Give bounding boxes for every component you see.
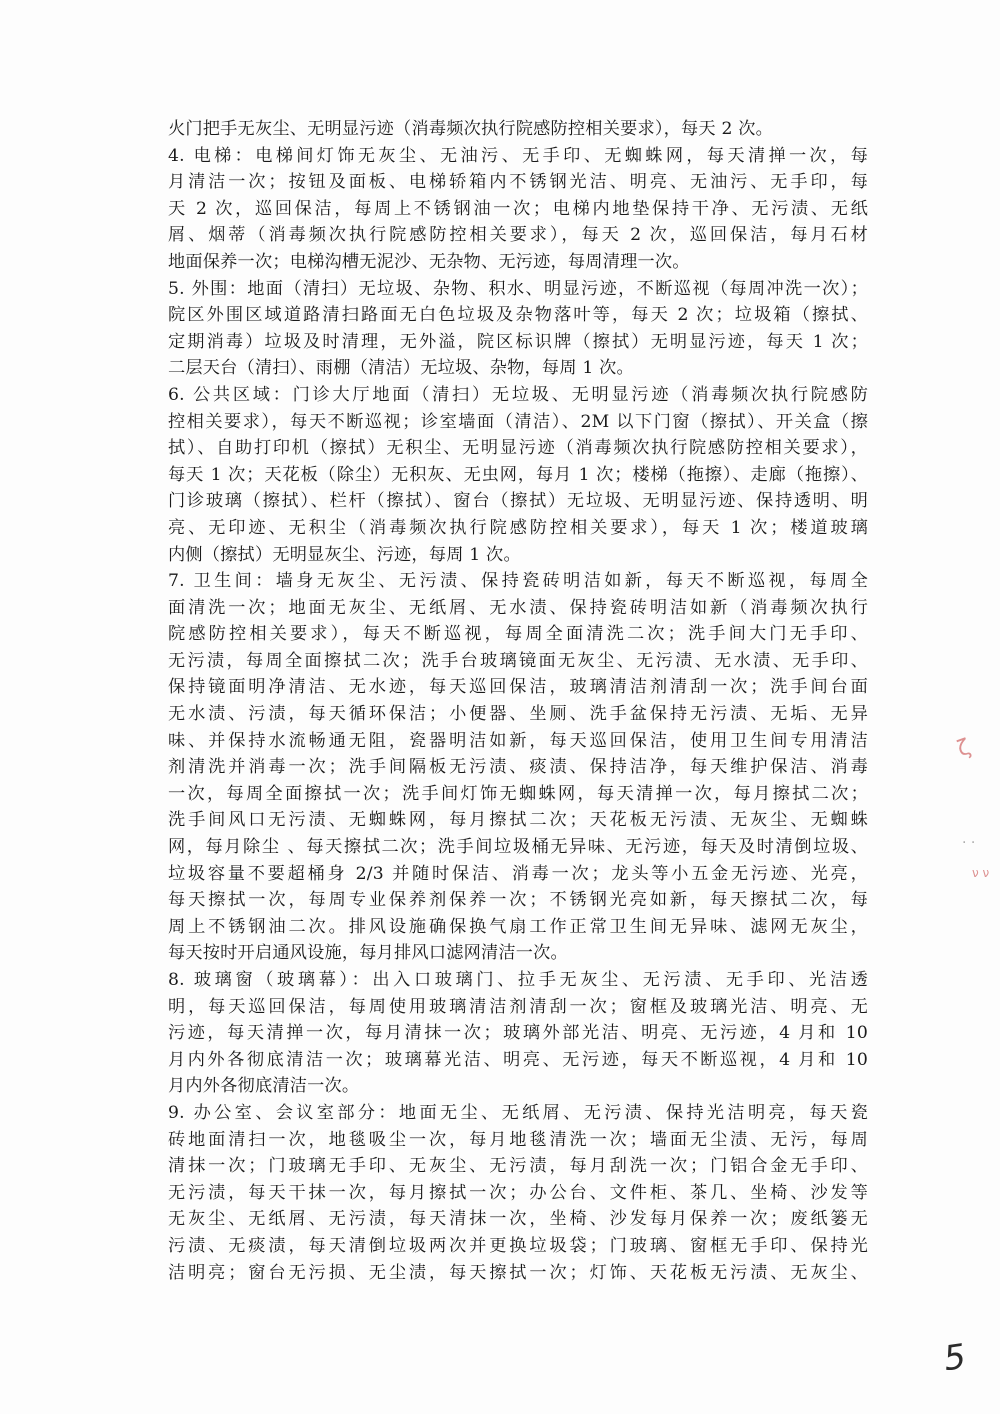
text-line: 院区外围区域道路清扫路面无白色垃圾及杂物落叶等，每天 2 次；垃圾箱（擦拭、 <box>168 305 868 326</box>
text-line: 每天擦拭一次，每周专业保养剂保养一次；不锈钢光亮如新，每天擦拭二次，每 <box>168 890 868 911</box>
text-line: 9. 办公室、会议室部分：地面无尘、无纸屑、无污渍、保持光洁明亮，每天瓷 <box>168 1102 868 1123</box>
text-line: 味、并保持水流畅通无阻，瓷器明洁如新，每天巡回保洁，使用卫生间专用清洁 <box>168 730 868 751</box>
text-line: 洗手间风口无污渍、无蜘蛛网，每月擦拭二次；天花板无污渍、无灰尘、无蜘蛛 <box>168 810 868 831</box>
text-line: 保持镜面明净清洁、无水迹，每天巡回保洁，玻璃清洁剂清刮一次；洗手间台面 <box>168 677 868 698</box>
text-line: 污迹，每天清掸一次，每月清抹一次；玻璃外部光洁、明亮、无污迹，4 月和 10 <box>168 1023 868 1044</box>
text-line: 控相关要求），每天不断巡视；诊室墙面（清洁）、2M 以下门窗（擦拭）、开关盒（擦 <box>168 411 868 432</box>
text-line: 天 2 次，巡回保洁，每周上不锈钢油一次；电梯内地垫保持干净、无污渍、无纸 <box>168 198 868 219</box>
text-line: 院感防控相关要求），每天不断巡视，每周全面清洗二次；洗手间大门无手印、 <box>168 624 868 645</box>
text-line: 剂清洗并消毒一次；洗手间隔板无污渍、痰渍、保持洁净，每天维护保洁、消毒 <box>168 757 868 778</box>
text-line: 无污渍，每天干抹一次，每月擦拭一次；办公台、文件柜、茶几、坐椅、沙发等 <box>168 1182 868 1203</box>
text-line: 明，每天巡回保洁，每周使用玻璃清洁剂清刮一次；窗框及玻璃光洁、明亮、无 <box>168 996 868 1017</box>
text-line: 面清洗一次；地面无灰尘、无纸屑、无水渍、保持瓷砖明洁如新（消毒频次执行 <box>168 597 868 618</box>
text-line: 周上不锈钢油二次。排风设施确保换气扇工作正常卫生间无异味、滤网无灰尘， <box>168 916 868 937</box>
text-line: 6. 公共区域：门诊大厅地面（清扫）无垃圾、无明显污迹（消毒频次执行院感防 <box>168 384 868 405</box>
text-line: 无污渍，每周全面擦拭二次；洗手台玻璃镜面无灰尘、无污渍、无水渍、无手印、 <box>168 650 868 671</box>
text-line: 火门把手无灰尘、无明显污迹（消毒频次执行院感防控相关要求），每天 2 次。 <box>168 119 774 139</box>
text-line: 洁明亮；窗台无污损、无尘渍，每天擦拭一次；灯饰、天花板无污渍、无灰尘、 <box>168 1262 868 1283</box>
page-number: 5 <box>941 1336 969 1380</box>
text-line: 月内外各彻底清洁一次。 <box>168 1076 360 1097</box>
text-line: 无水渍、污渍，每天循环保洁；小便器、坐厕、洗手盆保持无污渍、无垢、无异 <box>168 704 868 725</box>
text-line: 定期消毒）垃圾及时清理，无外溢，院区标识牌（擦拭）无明显污迹，每天 1 次； <box>168 331 868 352</box>
text-line: 月清洁一次；按钮及面板、电梯轿箱内不锈钢光洁、明亮、无油污、无手印，每 <box>168 172 868 193</box>
margin-annotation: ζ <box>954 734 974 763</box>
text-line: 垃圾容量不要超桶身 2/3 并随时保洁、消毒一次；龙头等小五金无污迹、光亮， <box>168 863 868 884</box>
text-line: 月内外各彻底清洁一次；玻璃幕光洁、明亮、无污迹，每天不断巡视，4 月和 10 <box>168 1049 868 1070</box>
text-line: 网，每月除尘 、每天擦拭二次；洗手间垃圾桶无异味、无污迹，每天及时清倒垃圾、 <box>168 837 868 858</box>
text-line: 无灰尘、无纸屑、无污渍，每天清抹一次，坐椅、沙发每月保养一次；废纸篓无 <box>168 1209 868 1230</box>
text-line: 清抹一次；门玻璃无手印、无灰尘、无污渍，每月刮洗一次；门铝合金无手印、 <box>168 1156 868 1177</box>
margin-annotation: ν ν <box>972 866 990 880</box>
text-line: 8. 玻璃窗（玻璃幕）：出入口玻璃门、拉手无灰尘、无污渍、无手印、光洁透 <box>168 970 868 990</box>
text-line: 二层天台（清扫）、雨棚（清洁）无垃圾、杂物，每周 1 次。 <box>168 358 634 379</box>
document-body <box>168 116 868 1286</box>
text-line: 每天按时开启通风设施，每月排风口滤网清洁一次。 <box>168 943 568 964</box>
text-line: 污渍、无痰渍，每天清倒垃圾两次并更换垃圾袋；门玻璃、窗框无手印、保持光 <box>168 1235 868 1256</box>
margin-annotation: · · <box>962 835 976 851</box>
text-line: 拭）、自助打印机（擦拭）无积尘、无明显污迹（消毒频次执行院感防控相关要求）， <box>168 438 868 459</box>
text-line: 5. 外围：地面（清扫）无垃圾、杂物、积水、明显污迹，不断巡视（每周冲洗一次）； <box>168 278 868 299</box>
text-line: 砖地面清扫一次，地毯吸尘一次，每月地毯清洗一次；墙面无尘渍、无污，每周 <box>168 1129 868 1150</box>
text-line: 一次，每周全面擦拭一次；洗手间灯饰无蜘蛛网，每天清掸一次，每月擦拭二次； <box>168 783 868 804</box>
text-line: 内侧（擦拭）无明显灰尘、污迹，每周 1 次。 <box>168 544 521 565</box>
text-line: 门诊玻璃（擦拭）、栏杆（擦拭）、窗台（擦拭）无垃圾、无明显污迹、保持透明、明 <box>168 491 868 512</box>
text-line: 7. 卫生间：墙身无灰尘、无污渍、保持瓷砖明洁如新，每天不断巡视，每周全 <box>168 571 868 592</box>
text-line: 屑、烟蒂（消毒频次执行院感防控相关要求），每天 2 次，巡回保洁，每月石材 <box>168 225 868 246</box>
text-line: 亮、无印迹、无积尘（消毒频次执行院感防控相关要求），每天 1 次；楼道玻璃 <box>168 517 868 538</box>
text-line: 地面保养一次；电梯沟槽无泥沙、无杂物、无污迹，每周清理一次。 <box>168 251 690 272</box>
text-line: 4. 电梯：电梯间灯饰无灰尘、无油污、无手印、无蜘蛛网，每天清掸一次，每 <box>168 145 868 166</box>
text-line: 每天 1 次；天花板（除尘）无积灰、无虫网，每月 1 次；楼梯（拖擦）、走廊（拖擦）、 <box>168 464 868 485</box>
